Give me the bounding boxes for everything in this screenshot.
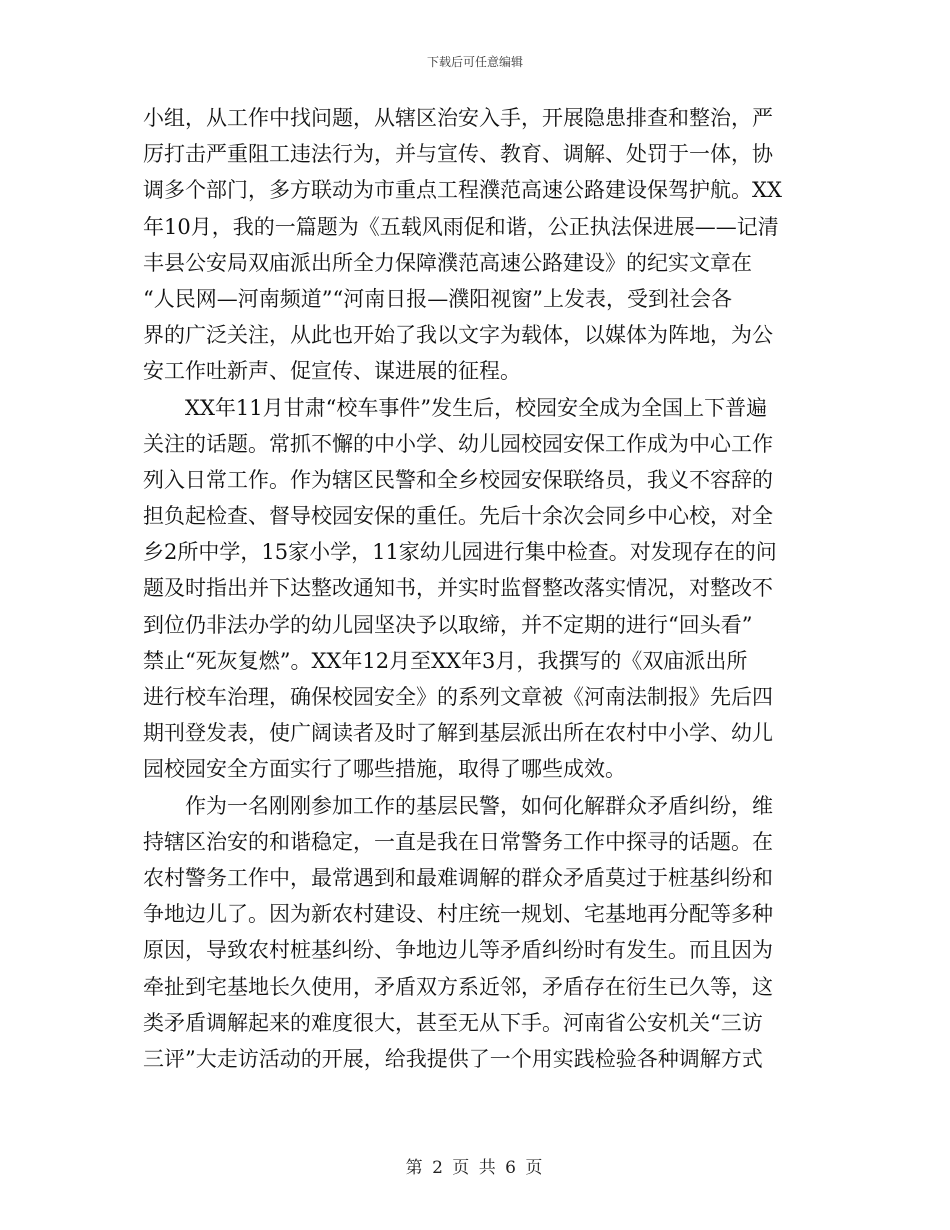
text-line: 乡2所中学，15家小学，11家幼儿园进行集中检查。对发现存在的问 xyxy=(143,540,777,565)
text-line: 关注的话题。常抓不懈的中小学、幼儿园校园安保工作成为中心工作 xyxy=(143,431,773,456)
text-line: 园校园安全方面实行了哪些措施，取得了哪些成效。 xyxy=(143,757,626,782)
text-line: 争地边儿了。因为新农村建设、村庄统一规划、宅基地再分配等多种 xyxy=(143,902,773,927)
text-line: 担负起检查、督导校园安保的重任。先后十余次会同乡中心校，对全 xyxy=(143,504,773,529)
text-line: 作为一名刚刚参加工作的基层民警，如何化解群众矛盾纠纷，维 xyxy=(185,793,773,818)
text-line: 农村警务工作中，最常遇到和最难调解的群众矛盾莫过于桩基纠纷和 xyxy=(143,865,773,890)
text-line: 年10月，我的一篇题为《五载风雨促和谐，公正执法保进展——记清 xyxy=(143,214,779,239)
paragraph-1 xyxy=(143,100,811,390)
text-line: 小组，从工作中找问题，从辖区治安入手，开展隐患排查和整治，严 xyxy=(143,106,773,130)
text-line: 期刊登发表，使广阔读者及时了解到基层派出所在农村中小学、幼儿 xyxy=(143,721,773,746)
text-line: 列入日常工作。作为辖区民警和全乡校园安保联络员，我义不容辞的 xyxy=(143,467,773,492)
text-line: 厉打击严重阻工违法行为，并与宣传、教育、调解、处罚于一体，协 xyxy=(143,142,773,167)
document-body xyxy=(143,100,811,1077)
text-line: XX年11月甘肃“校车事件”发生后，校园安全成为全国上下普遍 xyxy=(185,395,768,420)
text-line: 进行校车治理，确保校园安全》的系列文章被《河南法制报》先后四 xyxy=(143,685,773,709)
text-line: 持辖区治安的和谐稳定，一直是我在日常警务工作中探寻的话题。在 xyxy=(143,829,773,854)
paragraph-2 xyxy=(143,390,811,788)
text-line: 丰县公安局双庙派出所全力保障濮范高速公路建设》的纪实文章在 xyxy=(143,250,752,275)
text-line: 安工作吐新声、促宣传、谋进展的征程。 xyxy=(143,359,521,384)
text-line: 类矛盾调解起来的难度很大，甚至无从下手。河南省公安机关“三访 xyxy=(143,1010,763,1035)
text-line: 界的广泛关注，从此也开始了我以文字为载体，以媒体为阵地，为公 xyxy=(143,323,773,348)
text-line: 调多个部门，多方联动为市重点工程濮范高速公路建设保驾护航。XX xyxy=(143,178,782,203)
text-line: 三评”大走访活动的开展，给我提供了一个用实践检验各种调解方式 xyxy=(143,1046,763,1071)
text-line: 原因，导致农村桩基纠纷、争地边儿等矛盾纠纷时有发生。而且因为 xyxy=(143,938,773,963)
text-line: 禁止“死灰复燃”。XX年12月至XX年3月，我撰写的《双庙派出所 xyxy=(143,648,748,673)
text-line: “人民网—河南频道”“河南日报—濮阳视窗”上发表，受到社会各 xyxy=(143,286,732,311)
page-number: 第 2 页 共 6 页 xyxy=(405,1158,545,1178)
text-line: 牵扯到宅基地长久使用，矛盾双方系近邻，矛盾存在衍生已久等，这 xyxy=(143,974,773,999)
paragraph-3 xyxy=(143,788,811,1078)
page-header: 下载后可任意编辑 xyxy=(426,55,523,69)
text-line: 到位仍非法办学的幼儿园坚决予以取缔，并不定期的进行“回头看” xyxy=(143,612,753,637)
text-line: 题及时指出并下达整改通知书，并实时监督整改落实情况，对整改不 xyxy=(143,576,773,601)
